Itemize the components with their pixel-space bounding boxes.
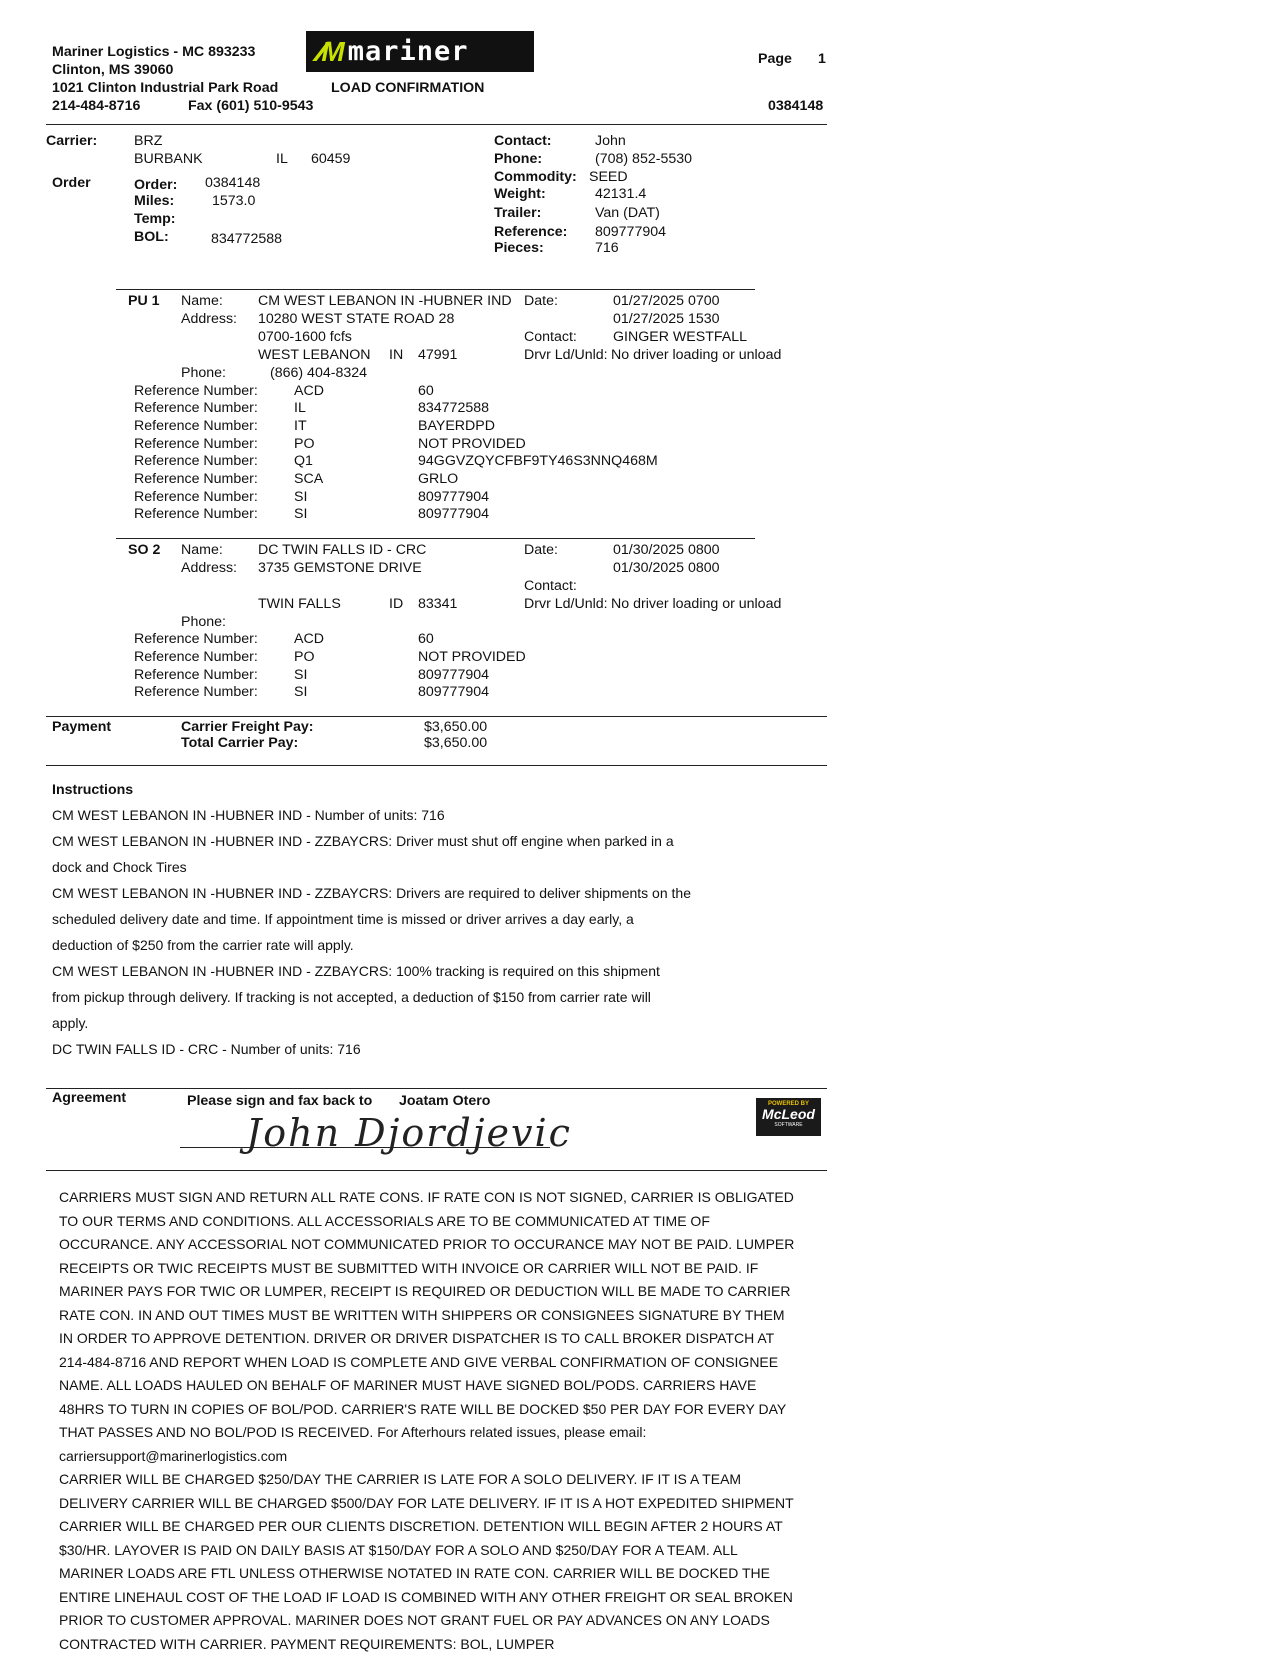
instruction-line: CM WEST LEBANON IN -HUBNER IND - ZZBAYCRS: Driver must shut off engine when parked in a [52,833,674,849]
stop-hours: 0700-1600 fcfs [258,329,352,345]
page-label: Page [758,51,792,67]
carrier-city: BURBANK [134,151,203,167]
ref-label: Reference Number: [134,383,258,399]
stop-city: WEST LEBANON [258,347,371,363]
stop-address: 3735 GEMSTONE DRIVE [258,560,422,576]
total-pay-value: $3,650.00 [424,735,488,751]
ref-code: SI [294,684,308,700]
stop-city: TWIN FALLS [258,596,341,612]
ref-label: Reference Number: [134,400,258,416]
stop-contact-label: Contact: [524,578,577,594]
ref-value: 834772588 [418,400,490,416]
signature-line [180,1147,550,1148]
bol-value: 834772588 [211,231,283,247]
payment-label: Payment [52,719,112,735]
miles-label: Miles: [134,193,175,209]
trailer-label: Trailer: [494,205,542,221]
stop-phone-label: Phone: [181,365,226,381]
sign-instruction: Please sign and fax back to [187,1093,373,1109]
stop-name-label: Name: [181,542,223,558]
stop-date-1: 01/30/2025 0800 [613,542,720,558]
phone-value: (708) 852-5530 [595,151,693,167]
stop-date-label: Date: [524,293,558,309]
instruction-line: scheduled delivery date and time. If appointment time is missed or driver arrives a day early, a [52,911,634,927]
contact-label: Contact: [494,133,552,149]
stop-drvr: No driver loading or unload [611,347,782,363]
stop-drvr-label: Drvr Ld/Unld: [524,596,608,612]
instruction-line: CM WEST LEBANON IN -HUBNER IND - ZZBAYCRS: Drivers are required to deliver shipments on the [52,885,691,901]
instruction-line: apply. [52,1015,89,1031]
company-city: Clinton, MS 39060 [52,62,174,78]
ref-label: Reference Number: [134,667,258,683]
pieces-label: Pieces: [494,240,544,256]
order-section-label: Order [52,175,91,191]
stop-divider [116,289,755,290]
stop-drvr: No driver loading or unload [611,596,782,612]
temp-label: Temp: [134,211,176,227]
stop-divider [116,538,755,539]
divider [46,1088,827,1089]
stop-phone-label: Phone: [181,614,226,630]
divider [46,716,827,717]
company-phone: 214-484-8716 [52,98,141,114]
ref-code: IL [294,400,306,416]
order-label: Order: [134,177,178,193]
company-address: 1021 Clinton Industrial Park Road [52,80,279,96]
stop-id: SO 2 [128,542,161,558]
trailer-value: Van (DAT) [595,205,660,221]
ref-label: Reference Number: [134,631,258,647]
ref-label: Reference Number: [134,684,258,700]
ref-label: Reference Number: [134,453,258,469]
ref-value: 809777904 [418,489,490,505]
ref-value: 60 [418,631,434,647]
page-number: 1 [818,51,826,67]
total-pay-label: Total Carrier Pay: [181,735,299,751]
mcleod-badge: POWERED BY McLeod SOFTWARE [756,1098,821,1136]
carrier-label: Carrier: [46,133,98,149]
stop-name: CM WEST LEBANON IN -HUBNER IND [258,293,512,309]
ref-code: SCA [294,471,324,487]
stop-zip: 83341 [418,596,458,612]
weight-value: 42131.4 [595,186,647,202]
terms-and-conditions [59,1186,799,1656]
reference-value: 809777904 [595,224,667,240]
ref-label: Reference Number: [134,649,258,665]
stop-address: 10280 WEST STATE ROAD 28 [258,311,455,327]
ref-label: Reference Number: [134,489,258,505]
company-name: Mariner Logistics - MC 893233 [52,44,256,60]
contact-value: John [595,133,626,149]
divider [46,1170,827,1171]
company-fax: Fax (601) 510-9543 [188,98,314,114]
ref-value: 60 [418,383,434,399]
stop-state: ID [389,596,404,612]
weight-label: Weight: [494,186,546,202]
ref-value: 809777904 [418,684,490,700]
instruction-line: DC TWIN FALLS ID - CRC - Number of units: 716 [52,1041,361,1057]
signature: John Djordjevic [246,1111,572,1155]
ref-label: Reference Number: [134,418,258,434]
ref-label: Reference Number: [134,506,258,522]
stop-state: IN [389,347,404,363]
commodity-label: Commodity: [494,169,577,185]
agreement-label: Agreement [52,1090,127,1106]
ref-value: 809777904 [418,667,490,683]
ref-code: SI [294,667,308,683]
stop-name: DC TWIN FALLS ID - CRC [258,542,427,558]
stop-address-label: Address: [181,560,237,576]
stop-phone: (866) 404-8324 [270,365,368,381]
instruction-line: deduction of $250 from the carrier rate will apply. [52,937,354,953]
doc-title: LOAD CONFIRMATION [331,80,485,96]
stop-contact-label: Contact: [524,329,577,345]
ref-code: ACD [294,631,324,647]
commodity-value: SEED [589,169,628,185]
instruction-line: dock and Chock Tires [52,859,187,875]
ref-value: 94GGVZQYCFBF9TY46S3NNQ468M [418,453,658,469]
stop-date-2: 01/27/2025 1530 [613,311,720,327]
terms-paragraph: CARRIERS MUST SIGN AND RETURN ALL RATE CONS. IF RATE CON IS NOT SIGNED, CARRIER IS OBLIGATED TO OUR TERMS AND CONDITIONS. ALL ACCESSORIALS ARE TO BE COMMUNICATED AT TIME OF OCCURANCE. ANY ACCESSORIAL NOT COMMUNICATED PRIOR TO OCCURANCE MAY NOT BE PAID. LUMPER RECEIPTS OR TWIC RECEIPTS MUST BE SUBMITTED WITH INVOICE OR CARRIER WILL NOT BE PAID. IF MARINER PAYS FOR TWIC OR LUMPER, RECEIPT IS REQUIRED OR DEDUCTION WILL BE MADE TO CARRIER RATE CON. IN AND OUT TIMES MUST BE WRITTEN WITH SHIPPERS OR CONSIGNEES SIGNATURE BY THEM IN ORDER TO APPROVE DETENTION. DRIVER OR DRIVER DISPATCHER IS TO CALL BROKER DISPATCH AT 214-484-8716 AND REPORT WHEN LOAD IS COMPLETE AND GIVE VERBAL CONFIRMATION OF CONSIGNEE NAME. ALL LOADS HAULED ON BEHALF OF MARINER MUST HAVE SIGNED BOL/PODS. CARRIERS HAVE 48HRS TO TURN IN COPIES OF BOL/POD. CARRIER'S RATE WILL BE DOCKED $50 PER DAY FOR EVERY DAY THAT PASSES AND NO BOL/POD IS RECEIVED. For Afterhours related issues, please email: carriersupport@marinerlogistics.com [59,1189,795,1464]
ref-code: Q1 [294,453,313,469]
instruction-line: CM WEST LEBANON IN -HUBNER IND - Number of units: 716 [52,807,445,823]
ref-value: NOT PROVIDED [418,436,526,452]
stop-date-2: 01/30/2025 0800 [613,560,720,576]
ref-code: PO [294,436,315,452]
stop-contact: GINGER WESTFALL [613,329,748,345]
order-value: 0384148 [205,175,261,191]
ref-value: BAYERDPD [418,418,495,434]
ref-label: Reference Number: [134,471,258,487]
carrier-state: IL [276,151,288,167]
stop-drvr-label: Drvr Ld/Unld: [524,347,608,363]
ref-code: SI [294,489,308,505]
phone-label: Phone: [494,151,543,167]
stop-address-label: Address: [181,311,237,327]
freight-pay-value: $3,650.00 [424,719,488,735]
divider [46,765,827,766]
carrier-name: BRZ [134,133,163,149]
instruction-line: CM WEST LEBANON IN -HUBNER IND - ZZBAYCRS: 100% tracking is required on this shipment [52,963,660,979]
ref-label: Reference Number: [134,436,258,452]
ref-code: ACD [294,383,324,399]
stop-name-label: Name: [181,293,223,309]
instructions-title: Instructions [52,782,134,798]
divider [46,124,827,125]
stop-date-label: Date: [524,542,558,558]
carrier-zip: 60459 [311,151,351,167]
stop-id: PU 1 [128,293,160,309]
ref-value: GRLO [418,471,459,487]
instruction-line: from pickup through delivery. If tracking is not accepted, a deduction of $150 from carrier rate will [52,989,651,1005]
ref-value: NOT PROVIDED [418,649,526,665]
stop-zip: 47991 [418,347,458,363]
reference-label: Reference: [494,224,568,240]
load-number: 0384148 [768,98,824,114]
mariner-logo: ∕∕M mariner [306,31,534,72]
miles-value: 1573.0 [212,193,256,209]
ref-value: 809777904 [418,506,490,522]
ref-code: IT [294,418,307,434]
ref-code: SI [294,506,308,522]
stop-date-1: 01/27/2025 0700 [613,293,720,309]
bol-label: BOL: [134,229,169,245]
pieces-value: 716 [595,240,619,256]
sign-recipient: Joatam Otero [399,1093,491,1109]
terms-paragraph: CARRIER WILL BE CHARGED $250/DAY THE CARRIER IS LATE FOR A SOLO DELIVERY. IF IT IS A TEAM DELIVERY CARRIER WILL BE CHARGED $500/DAY FOR LATE DELIVERY. IF IT IS A HOT EXPEDITED SHIPMENT CARRIER WILL BE CHARGED PER OUR CLIENTS DISCRETION. DETENTION WILL BEGIN AFTER 2 HOURS AT $30/HR. LAYOVER IS PAID ON DAILY BASIS AT $150/DAY FOR A SOLO AND $250/DAY FOR A TEAM. ALL MARINER LOADS ARE FTL UNLESS OTHERWISE NOTATED IN RATE CON. CARRIER WILL BE DOCKED THE ENTIRE LINEHAUL COST OF THE LOAD IF LOAD IS COMBINED WITH ANY OTHER FREIGHT OR SEAL BROKEN PRIOR TO CUSTOMER APPROVAL. MARINER DOES NOT GRANT FUEL OR PAY ADVANCES ON ANY LOADS CONTRACTED WITH CARRIER. PAYMENT REQUIREMENTS: BOL, LUMPER [59,1471,794,1652]
ref-code: PO [294,649,315,665]
freight-pay-label: Carrier Freight Pay: [181,719,314,735]
